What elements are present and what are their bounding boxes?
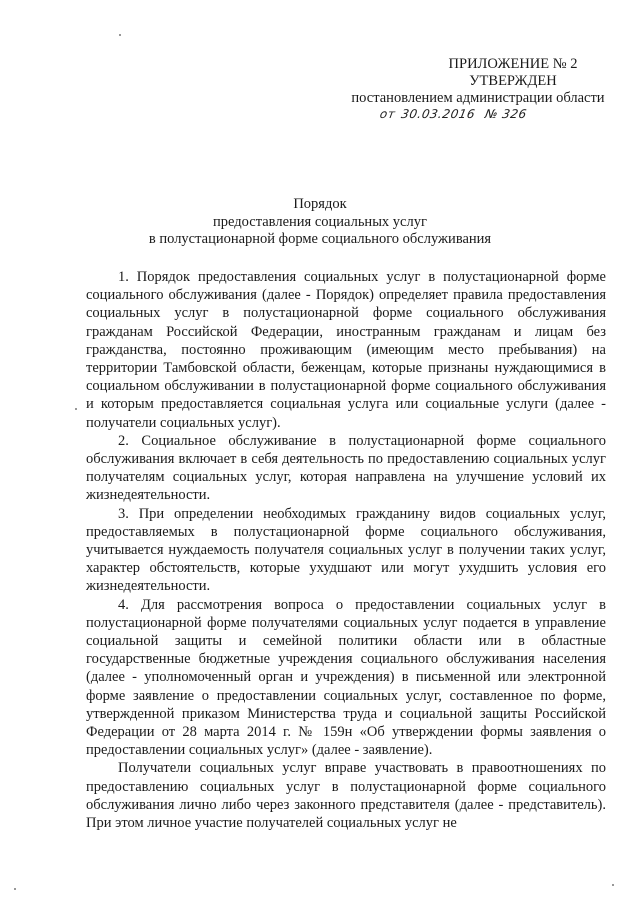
scan-speck [14, 888, 16, 890]
title-line-3: в полустационарной форме социального обслуживания [148, 231, 492, 247]
appendix-label: ПРИЛОЖЕНИЕ № 2 [448, 56, 578, 72]
handwritten-date-number [379, 107, 528, 121]
title-line-2: предоставления социальных услуг [213, 213, 427, 230]
paragraph-4: 4. Для рассмотрения вопроса о предоставлении социальных услуг в полустационарной форме получателями социальных услуг подается в управление социальной защиты и семейной политики области или в областные государственные бюджетные учреждения социального обслуживания населения (далее - уполномоченный орган и учреждения) в письменной или электронной форме заявление о предоставлении социальных услуг, составленное по форме, утвержденной приказом Министерства труда и социальной защиты Российской Федерации от 28 марта 2014 г. № 159н «Об утверждении формы заявления о предоставлении социальных услуг» (далее - заявление). [86, 596, 606, 759]
approval-header [351, 56, 608, 107]
paragraph-1: 1. Порядок предоставления социальных услуг в полустационарной форме социального обслуживания (далее - Порядок) определяет правила предоставления социальных услуг в полустационарной форме социального обслуживания гражданам Российской Федерации, иностранным гражданам и лицам без гражданства, постоянно проживающим (имеющим место пребывания) на территории Тамбовской области, беженцам, которые признаны нуждающимися в социальном обслуживании в полустационарной форме социального обслуживания и которым предоставляется социальная услуга или социальные услуги (далее - получатели социальных услуг). [86, 269, 606, 431]
scan-speck [119, 34, 121, 36]
approved-label: УТВЕРЖДЕН [469, 73, 557, 89]
document-body [86, 268, 606, 832]
title-line-1: Порядок [293, 196, 347, 212]
resolution-number: № 326 [483, 107, 528, 121]
resolution-date: 30.03.2016 [400, 107, 477, 121]
resolution-label: постановлением администрации области [351, 90, 605, 106]
scan-speck [75, 408, 77, 410]
scan-speck [612, 884, 614, 886]
document-title [0, 196, 640, 249]
paragraph-3: 3. При определении необходимых гражданину видов социальных услуг, предоставляемых в полустационарной форме социального обслуживания, учитывается нуждаемость получателя социальных услуг в получении таких услуг, характер обстоятельств, которые ухудшают или могут ухудшить условия его жизнедеятельности. [86, 505, 606, 595]
date-prefix: от [378, 107, 397, 121]
paragraph-5: Получатели социальных услуг вправе участвовать в правоотношениях по предоставлению социальных услуг в полустационарной форме социального обслуживания лично либо через законного представителя (далее - представитель). При этом личное участие получателей социальных услуг не [86, 760, 606, 832]
paragraph-2: 2. Социальное обслуживание в полустационарной форме социального обслуживания включает в себя деятельность по предоставлению социальных услуг получателям социальных услуг, которая направлена на улучшение условий их жизнедеятельности. [86, 432, 606, 504]
